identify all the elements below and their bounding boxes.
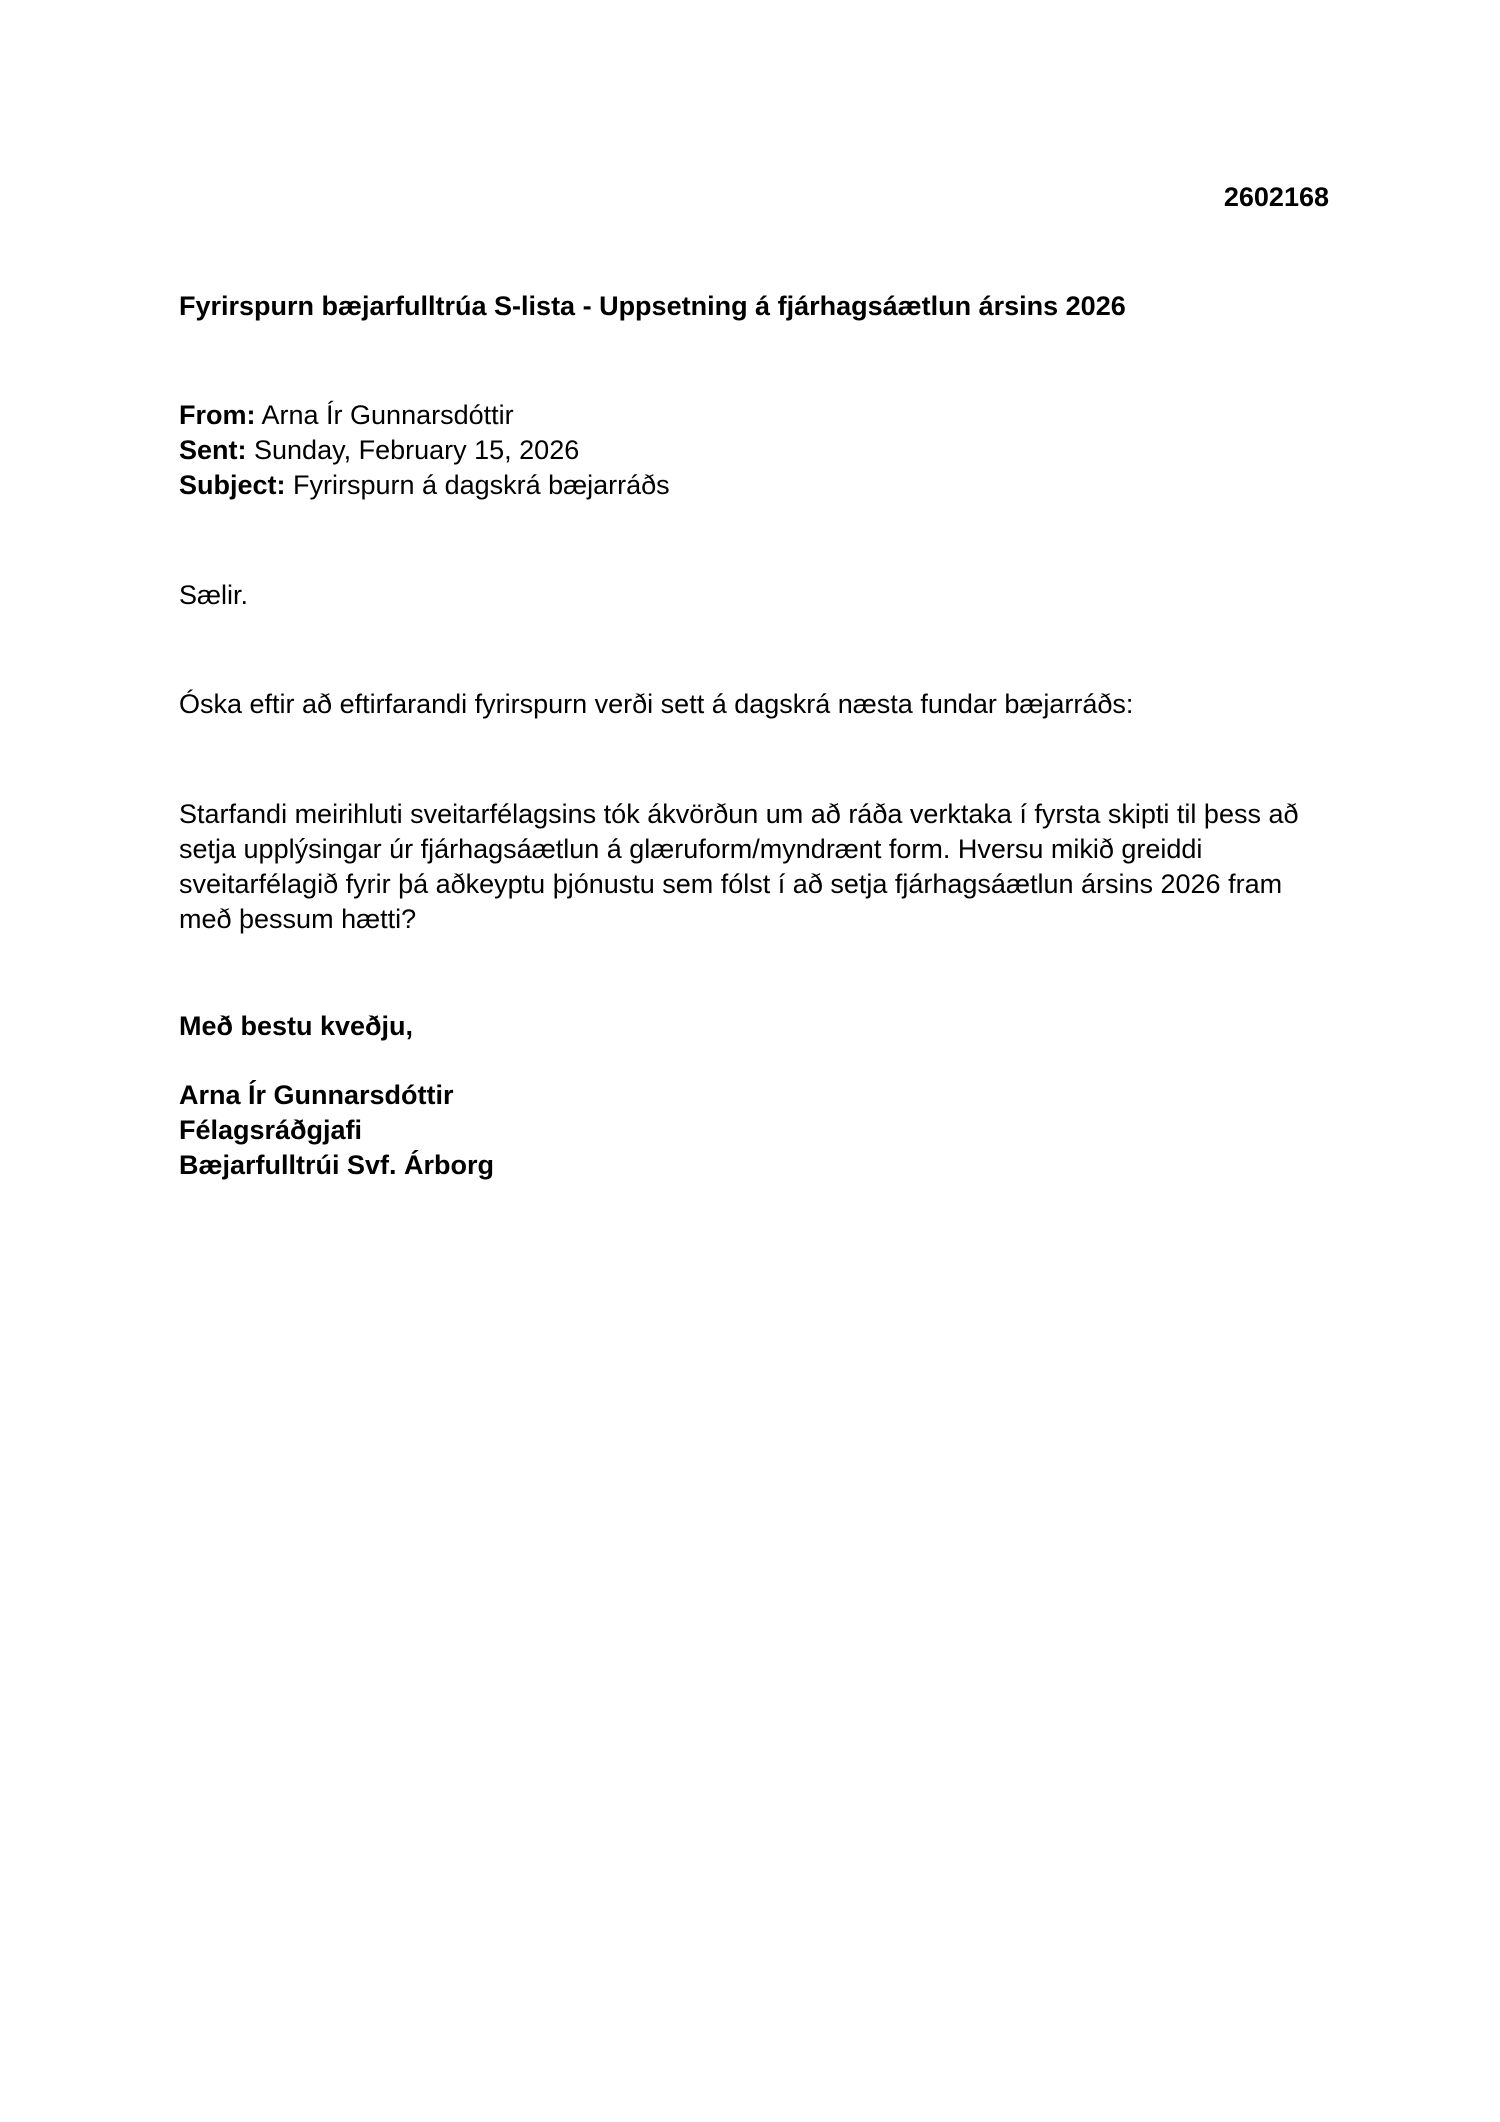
signature-name: Arna Ír Gunnarsdóttir [179, 1080, 454, 1110]
request-paragraph: Óska eftir að eftirfarandi fyrirspurn verði sett á dagskrá næsta fundar bæjarráðs: [179, 689, 1134, 719]
email-header [179, 398, 670, 503]
signature-position: Bæjarfulltrúi Svf. Árborg [179, 1150, 495, 1180]
from-line [179, 398, 670, 433]
sent-line [179, 433, 670, 468]
subject-line [179, 468, 670, 503]
sent-label: Sent: [179, 435, 247, 465]
signature-role: Félagsráðgjafi [179, 1115, 363, 1145]
from-value: Arna Ír Gunnarsdóttir [261, 400, 514, 430]
signature-block [179, 1078, 494, 1183]
closing: Með bestu kveðju, [179, 1011, 414, 1041]
body-paragraph: Starfandi meirihluti sveitarfélagsins tók ákvörðun um að ráða verktaka í fyrsta skipti til þess að setja upplýsingar úr fjárhagsáætlun á glæruform/myndrænt form. Hversu mikið greiddi sveitarfélagið fyrir þá aðkeyptu þjónustu sem fólst í að setja fjárhagsáætlun ársins 2026 fram með þessum hætti? [179, 799, 1299, 934]
from-label: From: [179, 400, 256, 430]
document-number: 2602168 [1223, 182, 1329, 212]
greeting: Sælir. [179, 580, 249, 610]
subject-value: Fyrirspurn á dagskrá bæjarráðs [293, 470, 670, 500]
document-title: Fyrirspurn bæjarfulltrúa S-lista - Uppsetning á fjárhagsáætlun ársins 2026 [179, 291, 1126, 321]
sent-value: Sunday, February 15, 2026 [254, 435, 580, 465]
subject-label: Subject: [179, 470, 286, 500]
